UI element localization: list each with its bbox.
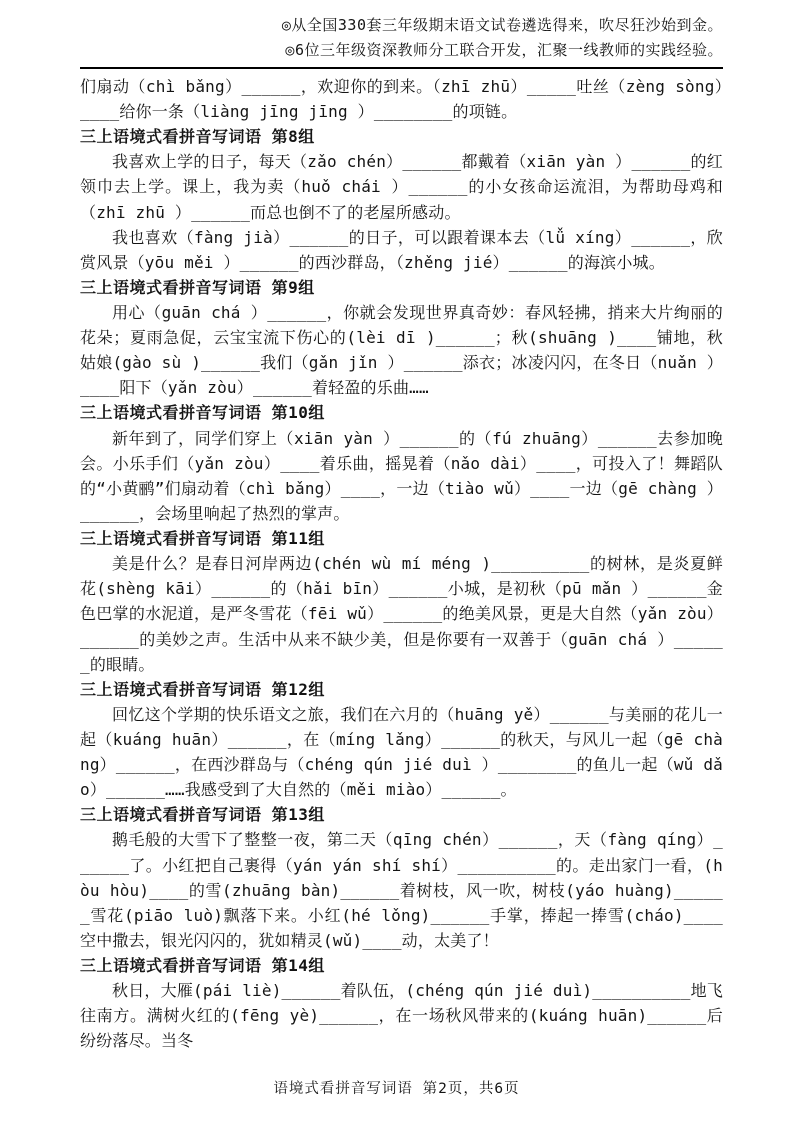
section-title-group-11: 三上语境式看拼音写词语 第11组 bbox=[80, 529, 325, 549]
section-10-paragraph: 新年到了，同学们穿上（xiān yàn ）______的（fú zhuāng）______去参加晚会。小乐手们（yǎn zòu）____着乐曲，摇晃着（nǎo dài）____，可投入了！舞蹈队的“小黄鹂”们扇动着（chì bǎng）____，一边（tiào wǔ）____一边（gē chàng ）______，会场里响起了热烈的掌声。 bbox=[80, 428, 723, 523]
section-12-paragraph: 回忆这个学期的快乐语文之旅，我们在六月的（huāng yě）______与美丽的花儿一起（kuáng huān）______，在（míng lǎng）______的秋天，与风儿一起（gē chàng）______，在西沙群岛与（chéng qún jié duì ）________的鱼儿一起（wǔ dǎo）______……我感受到了大自然的（měi miào）______。 bbox=[80, 704, 723, 800]
header-note-line-2: ◎6位三年级资深教师分工联合开发，汇聚一线教师的实践经验。 bbox=[285, 41, 723, 59]
page-footer: 语境式看拼音写词语 第2页，共6页 bbox=[273, 1081, 520, 1097]
section-8-paragraph-2: 我也喜欢（fàng jià）______的日子，可以跟着课本去（lǚ xíng）______，欣赏风景（yōu měi ）______的西沙群岛，（zhěng jié）______的海滨小城。 bbox=[80, 227, 723, 272]
section-9-paragraph: 用心（guān chá ）______，你就会发现世界真奇妙：春风轻拂，捎来大片绚丽的花朵；夏雨急促，云宝宝流下伤心的(lèi dī )______；秋(shuāng )____铺地，秋姑娘(gào sù )______我们（gǎn jǐn ）______添衣；冰凌闪闪，在冬日（nuǎn ）____阳下（yǎn zòu）______着轻盈的乐曲…… bbox=[80, 303, 723, 398]
section-title-group-10: 三上语境式看拼音写词语 第10组 bbox=[80, 403, 325, 423]
section-14-paragraph: 秋日，大雁(pái liè)______着队伍，(chéng qún jié duì)__________地飞往南方。满树火红的(fēng yè)______，在一场秋风带来的(kuáng huān)______后纷纷落尽。当冬 bbox=[80, 981, 723, 1051]
section-title-group-14: 三上语境式看拼音写词语 第14组 bbox=[80, 955, 325, 975]
header-divider bbox=[80, 67, 723, 69]
section-8-paragraph-1: 我喜欢上学的日子，每天（zǎo chén）______都戴着（xiān yàn ）______的红领巾去上学。课上，我为卖（huǒ chái ）______的小女孩命运流泪，为帮助母鸡和（zhī zhū ）______而总也倒不了的老屋所感动。 bbox=[80, 152, 723, 222]
section-title-group-8: 三上语境式看拼音写词语 第8组 bbox=[80, 127, 315, 147]
continuation-paragraph: 们扇动（chì bǎng）______，欢迎你的到来。（zhī zhū）_____吐丝（zèng sòng）____给你一条（liàng jīng jīng ）________的项链。 bbox=[80, 77, 723, 122]
header-note-line-1: ◎从全国330套三年级期末语文试卷遴选得来，吹尽狂沙始到金。 bbox=[281, 16, 723, 34]
section-title-group-13: 三上语境式看拼音写词语 第13组 bbox=[80, 805, 325, 825]
section-13-paragraph: 鹅毛般的大雪下了整整一夜，第二天（qīng chén）______，天（fàng qíng）______了。小红把自己裹得（yán yán shí shí）__________的。走出家门一看，(hòu hòu)____的雪(zhuāng bàn)______着树枝，风一吹，树枝(yáo huàng)______雪花(piāo luò)飘落下来。小红(hé lǒng)______手掌，捧起一捧雪(cháo)____空中撒去，银光闪闪的，犹如精灵(wǔ)____动，太美了！ bbox=[80, 830, 723, 950]
header-notes bbox=[80, 13, 723, 63]
section-title-group-9: 三上语境式看拼音写词语 第9组 bbox=[80, 277, 315, 297]
section-11-paragraph: 美是什么？是春日河岸两边(chén wù mí méng )__________的树林，是炎夏鲜花(shèng kāi）______的（hǎi bīn）______小城，是初秋（pū mǎn ）______金色巴掌的水泥道，是严冬雪花（fēi wǔ）______的绝美风景，更是大自然（yǎn zòu）______的美妙之声。生活中从来不缺少美，但是你要有一双善于（guān chá ）______的眼睛。 bbox=[80, 554, 723, 674]
section-title-group-12: 三上语境式看拼音写词语 第12组 bbox=[80, 679, 325, 699]
